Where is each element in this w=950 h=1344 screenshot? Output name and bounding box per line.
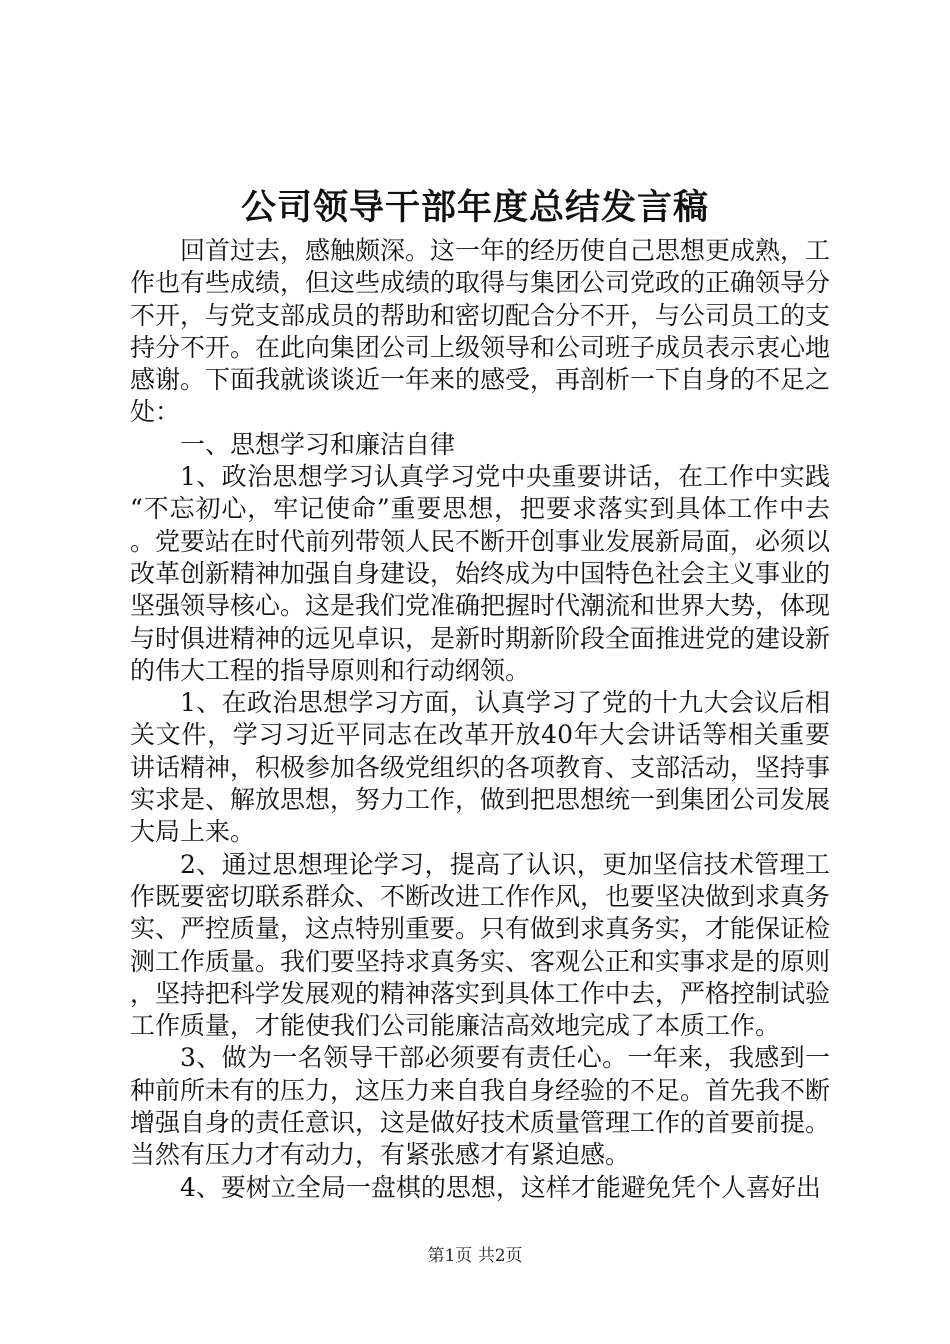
document-body: [130, 235, 830, 1204]
paragraph-political-study: 1、政治思想学习认真学习党中央重要讲话，在工作中实践“不忘初心，牢记使命”重要思想，把要求落实到具体工作中去。党要站在时代前列带领人民不断开创事业发展新局面，必须以改革创新精神加强自身建设，始终成为中国特色社会主义事业的坚强领导核心。这是我们党准确把握时代潮流和世界大势，体现与时俱进精神的远见卓识，是新时期新阶段全面推进党的建设新的伟大工程的指导原则和行动纲领。: [130, 462, 831, 685]
paragraph-item-3: 3、做为一名领导干部必须要有责任心。一年来，我感到一种前所未有的压力，这压力来自我自身经验的不足。首先我不断增强自身的责任意识，这是做好技术质量管理工作的首要前提。当然有压力才有动力，有紧张感才有紧迫感。: [130, 1043, 831, 1170]
paragraph-item-1: 1、在政治思想学习方面，认真学习了党的十九大会议后相关文件，学习习近平同志在改革开放40年大会讲话等相关重要讲话精神，积极参加各级党组织的各项教育、支部活动，坚持事实求是、解放思想，努力工作，做到把思想统一到集团公司发展大局上来。: [130, 688, 831, 847]
paragraph-intro: 回首过去，感触颇深。这一年的经历使自己思想更成熟，工作也有些成绩，但这些成绩的取得与集团公司党政的正确领导分不开，与党支部成员的帮助和密切配合分不开，与公司员工的支持分不开。在此向集团公司上级领导和公司班子成员表示衷心地感谢。下面我就谈谈近一年来的感受，再剖析一下自身的不足之处：: [130, 236, 831, 427]
document-title: 公司领导干部年度总结发言稿: [240, 187, 709, 228]
page-number-footer: 第1页 共2页: [427, 1246, 523, 1266]
section-heading-1: 一、思想学习和廉洁自律: [180, 429, 456, 459]
paragraph-item-2: 2、通过思想理论学习，提高了认识，更加坚信技术管理工作既要密切联系群众、不断改进工作作风，也要坚决做到求真务实、严控质量，这点特别重要。只有做到求真务实，才能保证检测工作质量。我们要坚持求真务实、客观公正和实事求是的原则，坚持把科学发展观的精神落实到具体工作中去，严格控制试验工作质量，才能使我们公司能廉洁高效地完成了本质工作。: [130, 849, 831, 1041]
paragraph-item-4: 4、要树立全局一盘棋的思想，这样才能避免凭个人喜好出: [180, 1172, 821, 1202]
